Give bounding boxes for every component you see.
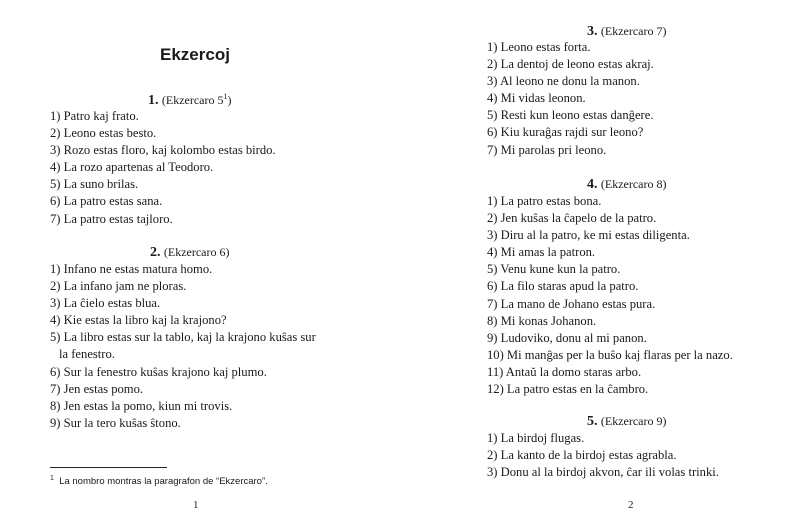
list-item: 4) Mi vidas leonon. [487,91,586,106]
section-title-4 [587,176,667,193]
list-item: 2) La dentoj de leono estas akraj. [487,57,654,72]
list-item: 2) La infano jam ne ploras. [50,279,187,294]
list-item: 11) Antaŭ la domo staras arbo. [487,364,642,379]
list-item: 3) Diru al la patro, ke mi estas diligenta. [487,228,690,243]
list-item: 10) Mi manĝas per la buŝo kaj flaras per la nazo. [487,347,733,362]
list-item: 5) La libro estas sur la tablo, kaj la krajono kuŝas sur [50,330,316,345]
list-item: 1) Infano ne estas matura homo. [50,262,213,276]
list-item: 5) La suno brilas. [50,177,139,192]
exercise-list-5 [487,430,719,481]
footnote [50,475,268,487]
footnote-reference: 1 [223,92,228,101]
exercise-list-1 [50,108,276,228]
list-item: 1) La patro estas bona. [487,194,602,208]
list-item: 4) Kie estas la libro kaj la krajono? [50,313,227,328]
list-item: 4) Mi amas la patron. [487,245,596,260]
section-title-5 [587,413,667,430]
list-item: 7) Jen estas pomo. [50,381,144,396]
footnote-mark: 1 [50,475,54,482]
section-number: 5. [587,414,598,429]
section-title-2 [150,244,230,261]
section-label: (Ekzercaro 8) [600,177,667,191]
list-item: 2) Jen kuŝas la ĉapelo de la patro. [487,211,657,226]
list-item: 5) Resti kun leono estas danĝere. [487,108,654,123]
list-item: 2) La kanto de la birdoj estas agrabla. [487,448,677,463]
list-item-continuation: la fenestro. [59,347,115,362]
list-item: 6) Sur la fenestro kuŝas krajono kaj plumo. [50,364,267,379]
list-item: 3) La ĉielo estas blua. [50,296,161,311]
section-number: 1. [148,93,159,108]
list-item: 7) La patro estas tajloro. [50,211,173,226]
page-number: 1 [193,499,199,511]
list-item: 3) Rozo estas floro, kaj kolombo estas birdo. [50,143,276,158]
section-label-close: ) [227,93,232,107]
list-item: 1) Patro kaj frato. [50,109,139,123]
list-item: 7) La mano de Johano estas pura. [487,296,656,311]
section-number: 3. [587,24,598,39]
exercise-list-4 [487,193,733,398]
section-number: 2. [150,245,161,260]
page-right [393,0,787,532]
list-item: 6) La patro estas sana. [50,194,163,209]
section-label-text: (Ekzercaro 5 [161,93,224,107]
list-item: 2) Leono estas besto. [50,126,157,141]
section-title-1 [148,92,232,109]
section-label: (Ekzercaro 7) [600,24,667,38]
list-item: 6) Kiu kuraĝas rajdi sur leono? [487,125,644,140]
page-left [0,0,393,532]
list-item: 1) La birdoj flugas. [487,431,585,445]
section-number: 4. [587,177,598,192]
page-number: 2 [628,499,634,511]
exercise-list-2 [50,261,316,432]
footnote-text: La nombro montras la paragrafon de “Ekzercaro”. [59,476,268,488]
page-heading: Ekzercoj [160,45,230,64]
list-item: 8) Jen estas la pomo, kiun mi trovis. [50,398,233,413]
list-item: 7) Mi parolas pri leono. [487,142,607,157]
list-item: 5) Venu kune kun la patro. [487,262,621,277]
list-item: 3) Donu al la birdoj akvon, ĉar ili volas trinki. [487,465,719,480]
list-item: 9) Sur la tero kuŝas ŝtono. [50,415,181,430]
section-label [162,93,232,107]
section-title-3 [587,23,667,40]
section-label: (Ekzercaro 6) [163,245,230,259]
exercise-list-3 [487,39,654,159]
list-item: 9) Ludoviko, donu al mi panon. [487,330,647,345]
list-item: 6) La filo staras apud la patro. [487,279,639,294]
list-item: 3) Al leono ne donu la manon. [487,74,640,89]
list-item: 8) Mi konas Johanon. [487,313,597,328]
section-label: (Ekzercaro 9) [600,414,667,428]
list-item: 4) La rozo apartenas al Teodoro. [50,160,214,175]
list-item: 1) Leono estas forta. [487,40,591,54]
footnote-rule [50,467,167,468]
list-item: 12) La patro estas en la ĉambro. [487,382,649,397]
